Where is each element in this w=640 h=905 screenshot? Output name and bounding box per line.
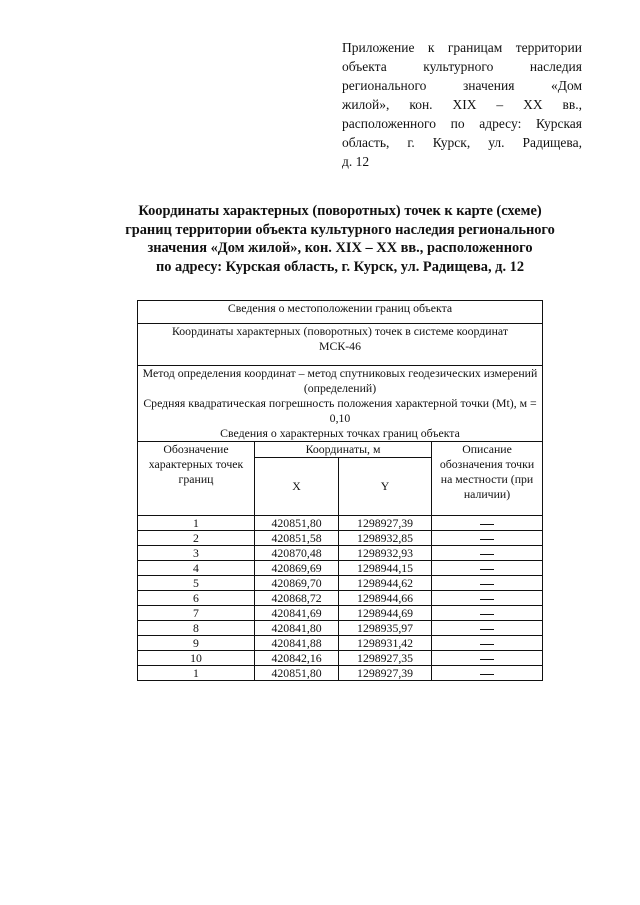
cell-description — [432, 606, 543, 621]
cell-point: 1 — [138, 516, 255, 531]
cell-description — [432, 516, 543, 531]
annex-line: Приложение к границам территории — [342, 40, 582, 55]
table-row — [138, 666, 543, 681]
cell-point: 2 — [138, 531, 255, 546]
cell-y: 1298932,93 — [339, 546, 432, 561]
cell-x: 420868,72 — [255, 591, 339, 606]
col-header-coordinates: Координаты, м — [255, 442, 432, 458]
cell-description — [432, 591, 543, 606]
cell-x: 420841,69 — [255, 606, 339, 621]
annex-line: д. 12 — [342, 154, 370, 169]
dash-mark — [480, 539, 494, 540]
cell-x: 420851,80 — [255, 516, 339, 531]
cell-x: 420851,80 — [255, 666, 339, 681]
col-header-x: X — [255, 458, 339, 516]
col-header-y: Y — [339, 458, 432, 516]
cell-description — [432, 636, 543, 651]
annex-note — [342, 38, 582, 171]
cell-description — [432, 651, 543, 666]
dash-mark — [480, 629, 494, 630]
table-section-row — [138, 324, 543, 366]
cell-y: 1298944,69 — [339, 606, 432, 621]
method-line: Метод определения координат – метод спутниковых геодезических измерений (определений) — [142, 366, 538, 395]
dash-mark — [480, 554, 494, 555]
dash-mark — [480, 599, 494, 600]
cell-point: 9 — [138, 636, 255, 651]
annex-line: расположенного по адресу: Курская — [342, 116, 582, 131]
table-row — [138, 591, 543, 606]
dash-mark — [480, 524, 494, 525]
dash-mark — [480, 584, 494, 585]
title-line: значения «Дом жилой», кон. XIX – XX вв., расположенного — [147, 240, 533, 257]
cell-description — [432, 666, 543, 681]
cell-point: 3 — [138, 546, 255, 561]
coordinates-table — [137, 300, 543, 681]
document-title — [100, 202, 580, 276]
cell-description — [432, 546, 543, 561]
cell-y: 1298935,97 — [339, 621, 432, 636]
cell-y: 1298927,35 — [339, 651, 432, 666]
cell-y: 1298932,85 — [339, 531, 432, 546]
annex-line: объекта культурного наследия — [342, 59, 582, 74]
title-line: Координаты характерных (поворотных) точек к карте (схеме) — [138, 203, 542, 219]
method-info-cell — [138, 366, 543, 442]
cell-point: 4 — [138, 561, 255, 576]
table-row — [138, 651, 543, 666]
table-row — [138, 561, 543, 576]
annex-line: регионального значения «Дом — [342, 78, 582, 93]
cell-x: 420870,48 — [255, 546, 339, 561]
title-line: по адресу: Курская область, г. Курск, ул. Радищева, д. 12 — [155, 258, 525, 275]
dash-mark — [480, 674, 494, 675]
table-row — [138, 636, 543, 651]
cell-x: 420869,70 — [255, 576, 339, 591]
points-info-line: Сведения о характерных точках границ объекта — [220, 426, 460, 440]
title-line: границ территории объекта культурного наследия регионального — [125, 221, 555, 238]
table-row — [138, 546, 543, 561]
accuracy-line: Средняя квадратическая погрешность положения характерной точки (Mt), м = 0,10 — [143, 396, 537, 425]
cell-y: 1298944,62 — [339, 576, 432, 591]
cell-point: 7 — [138, 606, 255, 621]
dash-mark — [480, 659, 494, 660]
cell-point: 6 — [138, 591, 255, 606]
dash-mark — [480, 569, 494, 570]
section-location-header: Сведения о местоположении границ объекта — [138, 301, 543, 324]
cell-description — [432, 621, 543, 636]
table-row — [138, 516, 543, 531]
cell-y: 1298927,39 — [339, 516, 432, 531]
table-row — [138, 576, 543, 591]
col-header-point: Обозначение характерных точек границ — [138, 442, 255, 516]
annex-line: жилой», кон. XIX – XX вв., — [342, 97, 582, 112]
cell-x: 420869,69 — [255, 561, 339, 576]
dash-mark — [480, 644, 494, 645]
table-section-row — [138, 301, 543, 324]
table-row — [138, 621, 543, 636]
cell-point: 1 — [138, 666, 255, 681]
cell-x: 420842,16 — [255, 651, 339, 666]
column-header-row — [138, 442, 543, 458]
table-row — [138, 531, 543, 546]
cell-point: 8 — [138, 621, 255, 636]
annex-line: область, г. Курск, ул. Радищева, — [342, 135, 582, 150]
cell-x: 420841,88 — [255, 636, 339, 651]
cell-x: 420851,58 — [255, 531, 339, 546]
table-row — [138, 606, 543, 621]
cell-y: 1298944,15 — [339, 561, 432, 576]
cell-description — [432, 531, 543, 546]
cell-y: 1298931,42 — [339, 636, 432, 651]
cell-point: 10 — [138, 651, 255, 666]
cell-y: 1298927,39 — [339, 666, 432, 681]
cell-x: 420841,80 — [255, 621, 339, 636]
dash-mark — [480, 614, 494, 615]
col-header-description: Описание обозначения точки на местности (при наличии) — [432, 442, 543, 516]
cell-description — [432, 561, 543, 576]
cell-y: 1298944,66 — [339, 591, 432, 606]
table-section-row — [138, 366, 543, 442]
cell-description — [432, 576, 543, 591]
cell-point: 5 — [138, 576, 255, 591]
coordinate-system-header: Координаты характерных (поворотных) точек в системе координат МСК-46 — [138, 324, 543, 366]
